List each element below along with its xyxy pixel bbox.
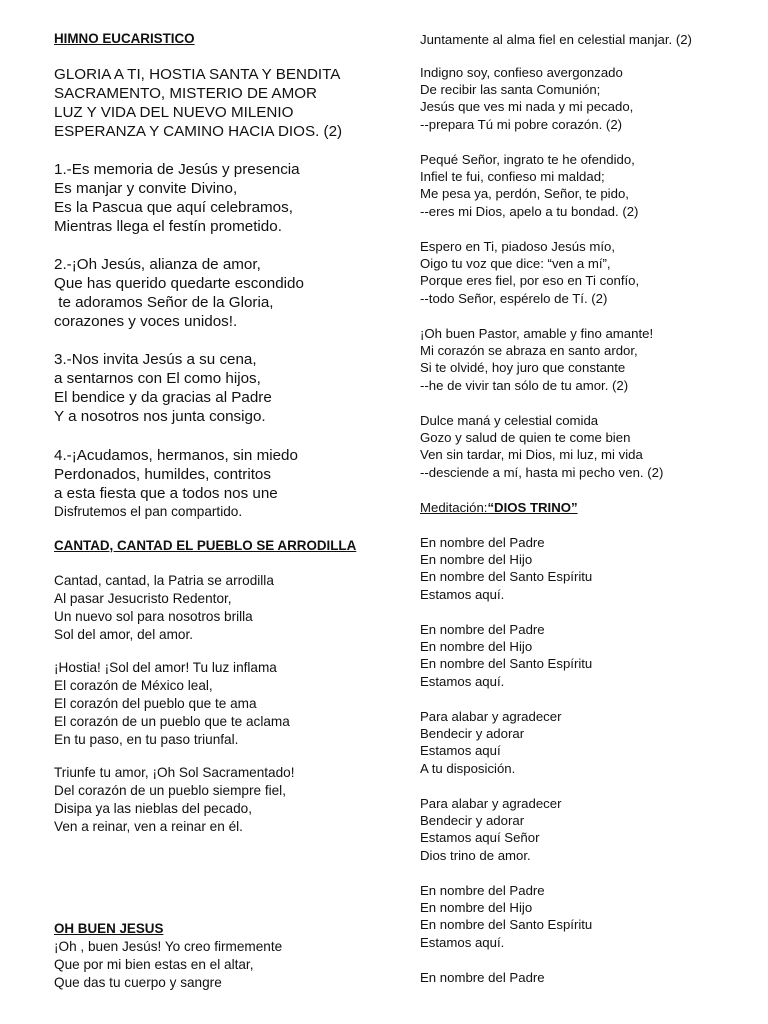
stanza-line: ¡Oh , buen Jesús! Yo creo firmemente <box>54 939 283 954</box>
stanza-line: Al pasar Jesucristo Redentor, <box>54 591 232 606</box>
stanza-line: corazones y voces unidos!. <box>54 313 238 330</box>
stanza-line: Indigno soy, confieso avergonzado <box>420 65 623 80</box>
prayer-line: Estamos aquí <box>420 743 501 758</box>
prayer-line: A tu disposición. <box>420 761 516 776</box>
prayer-line: Dios trino de amor. <box>420 848 531 863</box>
stanza-line: Y a nosotros nos junta consigo. <box>54 408 266 425</box>
prayer-line: En nombre del Santo Espíritu <box>420 569 593 584</box>
chorus-line: SACRAMENTO, MISTERIO DE AMOR <box>54 85 317 102</box>
prayer-line: En nombre del Padre <box>420 535 545 550</box>
meditacion-label: Meditación: <box>420 500 488 515</box>
stanza-line: Jesús que ves mi nada y mi pecado, <box>420 99 634 114</box>
prayer-line: Estamos aquí Señor <box>420 830 540 845</box>
stanza-line: te adoramos Señor de la Gloria, <box>54 294 274 311</box>
stanza-line: 2.-¡Oh Jesús, alianza de amor, <box>54 256 261 273</box>
chorus-line: GLORIA A TI, HOSTIA SANTA Y BENDITA <box>54 66 341 83</box>
stanza-line: En tu paso, en tu paso triunfal. <box>54 732 239 747</box>
prayer-line: En nombre del Hijo <box>420 639 533 654</box>
stanza-line: a sentarnos con El como hijos, <box>54 370 261 387</box>
stanza-line: Disfrutemos el pan compartido. <box>54 504 243 519</box>
stanza-line: De recibir las santa Comunión; <box>420 82 601 97</box>
prayer-line: Para alabar y agradecer <box>420 796 562 811</box>
stanza-line: Que has querido quedarte escondido <box>54 275 304 292</box>
prayer-line: En nombre del Hijo <box>420 900 533 915</box>
stanza-line: Ven a reinar, ven a reinar en él. <box>54 819 243 834</box>
stanza-line: Infiel te fui, confieso mi maldad; <box>420 169 605 184</box>
oh-buen-jesus-title: OH BUEN JESUS <box>54 921 164 936</box>
prayer-line: En nombre del Padre <box>420 883 545 898</box>
meditacion-title: “DIOS TRINO” <box>487 500 578 515</box>
chorus-line: LUZ Y VIDA DEL NUEVO MILENIO <box>54 104 294 121</box>
stanza-line: --he de vivir tan sólo de tu amor. (2) <box>420 378 629 393</box>
stanza-line: El corazón de un pueblo que te aclama <box>54 714 290 729</box>
stanza-line: Me pesa ya, perdón, Señor, te pido, <box>420 186 629 201</box>
stanza-line: --desciende a mí, hasta mi pecho ven. (2) <box>420 465 664 480</box>
stanza-line: Dulce maná y celestial comida <box>420 413 599 428</box>
prayer-line: Bendecir y adorar <box>420 813 525 828</box>
prayer-line: En nombre del Santo Espíritu <box>420 917 593 932</box>
stanza-line: --eres mi Dios, apelo a tu bondad. (2) <box>420 204 639 219</box>
stanza-line: Gozo y salud de quien te come bien <box>420 430 631 445</box>
prayer-line: En nombre del Santo Espíritu <box>420 656 593 671</box>
stanza-line: 4.-¡Acudamos, hermanos, sin miedo <box>54 447 298 464</box>
stanza-line: El corazón del pueblo que te ama <box>54 696 257 711</box>
stanza-line: Un nuevo sol para nosotros brilla <box>54 609 253 624</box>
cantad-title: CANTAD, CANTAD EL PUEBLO SE ARRODILLA <box>54 538 357 553</box>
prayer-line: Estamos aquí. <box>420 674 505 689</box>
stanza-line: --prepara Tú mi pobre corazón. (2) <box>420 117 623 132</box>
meditacion-heading <box>420 501 578 514</box>
stanza-line: Disipa ya las nieblas del pecado, <box>54 801 252 816</box>
prayer-line: Estamos aquí. <box>420 935 505 950</box>
stanza-line: Mi corazón se abraza en santo ardor, <box>420 343 638 358</box>
stanza-line: Perdonados, humildes, contritos <box>54 466 271 483</box>
prayer-line: Estamos aquí. <box>420 587 505 602</box>
stanza-line: Triunfe tu amor, ¡Oh Sol Sacramentado! <box>54 765 295 780</box>
stanza-line: Cantad, cantad, la Patria se arrodilla <box>54 573 274 588</box>
stanza-line: El corazón de México leal, <box>54 678 213 693</box>
stanza-line: ¡Oh buen Pastor, amable y fino amante! <box>420 326 654 341</box>
stanza-line: Sol del amor, del amor. <box>54 627 194 642</box>
stanza-line: a esta fiesta que a todos nos une <box>54 485 278 502</box>
prayer-line: Bendecir y adorar <box>420 726 525 741</box>
stanza-line: Mientras llega el festín prometido. <box>54 218 282 235</box>
stanza-line: 3.-Nos invita Jesús a su cena, <box>54 351 257 368</box>
stanza-line: Si te olvidé, hoy juro que constante <box>420 360 626 375</box>
continuation-line: Juntamente al alma fiel en celestial manjar. (2) <box>420 32 692 47</box>
prayer-line: En nombre del Padre <box>420 970 545 985</box>
stanza-line: El bendice y da gracias al Padre <box>54 389 272 406</box>
stanza-line: ¡Hostia! ¡Sol del amor! Tu luz inflama <box>54 660 277 675</box>
stanza-line: Ven sin tardar, mi Dios, mi luz, mi vida <box>420 447 643 462</box>
stanza-line: --todo Señor, espérelo de Tí. (2) <box>420 291 608 306</box>
stanza-line: Oigo tu voz que dice: “ven a mí”, <box>420 256 611 271</box>
himno-title: HIMNO EUCARISTICO <box>54 31 195 46</box>
stanza-line: Pequé Señor, ingrato te he ofendido, <box>420 152 635 167</box>
prayer-line: En nombre del Padre <box>420 622 545 637</box>
stanza-line: Porque eres fiel, por eso en Ti confío, <box>420 273 640 288</box>
stanza-line: Del corazón de un pueblo siempre fiel, <box>54 783 286 798</box>
stanza-line: Que por mi bien estas en el altar, <box>54 957 254 972</box>
stanza-line: Espero en Ti, piadoso Jesús mío, <box>420 239 615 254</box>
prayer-line: Para alabar y agradecer <box>420 709 562 724</box>
stanza-line: Que das tu cuerpo y sangre <box>54 975 222 990</box>
chorus-line: ESPERANZA Y CAMINO HACIA DIOS. (2) <box>54 123 343 140</box>
stanza-line: Es manjar y convite Divino, <box>54 180 238 197</box>
stanza-line: Es la Pascua que aquí celebramos, <box>54 199 293 216</box>
stanza-line: 1.-Es memoria de Jesús y presencia <box>54 161 300 178</box>
prayer-line: En nombre del Hijo <box>420 552 533 567</box>
